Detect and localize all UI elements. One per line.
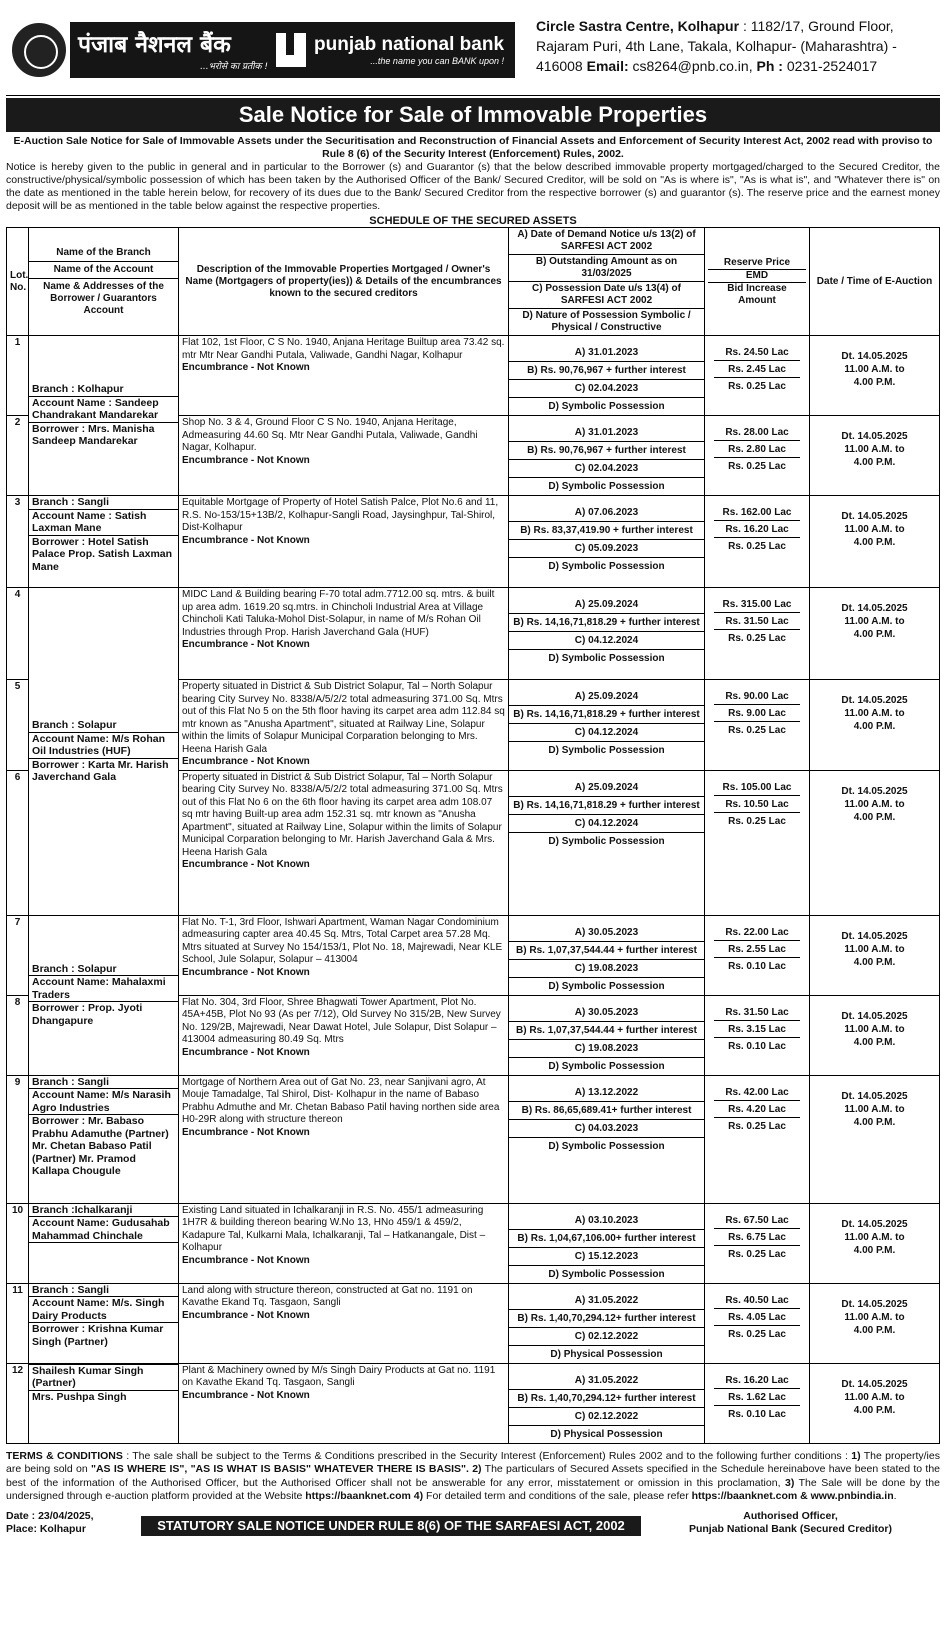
bid-increase: Rs. 0.10 Lac xyxy=(728,1040,786,1052)
price-details xyxy=(705,336,810,416)
price-details xyxy=(705,995,810,1075)
possession-date: C) 02.04.2023 xyxy=(509,380,704,398)
lot-row xyxy=(7,1203,940,1283)
encumbrance: Encumbrance - Not Known xyxy=(182,1254,310,1266)
emd-amount: Rs. 1.62 Lac xyxy=(714,1391,800,1406)
phone-number: 0231-2524017 xyxy=(782,58,878,74)
demand-notice-date: A) 13.12.2022 xyxy=(509,1084,704,1102)
possession-details xyxy=(509,496,705,588)
possession-details xyxy=(509,680,705,771)
intro-paragraph: Notice is hereby given to the public in general and in particular to the Borrower (s) and Guarantor (s) that the below described immovable property mortgaged/charged to the Secured Creditor, the constructive/physical/symbolic possession of which has been taken by the Authorised Officer of the Bank/ Secured Creditor, will be sold on "As is where is", "As is what is", and "Whatever there is" on the date as mentioned in the table herein below, for recovery of its dues due to the Bank/ Secured Creditor from the respective borrower (s) and guarantor (s). The reserve price and the earnest money deposit will be as mentioned in the table below against the respective properties. xyxy=(6,161,940,212)
bid-increase: Rs. 0.25 Lac xyxy=(728,725,786,736)
possession-details xyxy=(509,1075,705,1203)
demand-notice-date: A) 31.05.2022 xyxy=(509,1292,704,1310)
possession-date: C) 05.09.2023 xyxy=(509,540,704,558)
possession-nature: D) Symbolic Possession xyxy=(548,481,665,492)
account-name: Account Name: M/s Rohan Oil Industries (HUF) xyxy=(29,732,178,758)
bid-increase: Rs. 0.25 Lac xyxy=(728,815,786,827)
bank-logo xyxy=(70,22,515,78)
lot-row xyxy=(7,336,940,416)
demand-notice-date: A) 31.05.2022 xyxy=(509,1372,704,1390)
outstanding-amount: B) Rs. 1,07,37,544.44 + further interest xyxy=(509,942,704,960)
auction-datetime: Dt. 14.05.2025 11.00 A.M. to 4.00 P.M. xyxy=(810,915,940,995)
reserve-price: Rs. 42.00 Lac xyxy=(714,1086,800,1101)
date-place: Date : 23/04/2025, Place: Kolhapur xyxy=(6,1509,94,1535)
encumbrance: Encumbrance - Not Known xyxy=(182,756,310,767)
bid-increase: Rs. 0.25 Lac xyxy=(728,541,786,552)
lot-row xyxy=(7,1075,940,1203)
property-description: Flat 102, 1st Floor, C S No. 1940, Anjana Heritage Builtup area 73.42 sq. mtr Mtr Near Gandhi Putala, Valiwade, Gandhi Nagar, Kolhapur Encumbrance - Not Known xyxy=(179,336,509,416)
property-description: Property situated in District & Sub District Solapur, Tal – North Solapur bearing City Survey No. 8338/A/5/2/2 total admeasuring 371.00 Sq. Mtrs out of this Flat No 6 on the 6th floor having its carpet area adm 108.07 sq mtr having Built-up area adm 152.31 sq. mtr known as "Anusha Apartment", situated at Railway Line, Solapur within the limits of Solapur Municipal Corparation belonging to Mr. Harish Javerchand Gala & Mrs. Heena Harish Gala Encumbrance - Not Known xyxy=(179,770,509,915)
outstanding-amount: B) Rs. 83,37,419.90 + further interest xyxy=(509,522,704,540)
possession-date: C) 02.12.2022 xyxy=(509,1408,704,1426)
demand-notice-date: A) 07.06.2023 xyxy=(509,504,704,522)
branch-account-cell xyxy=(29,1283,179,1363)
table-header-row xyxy=(7,228,940,336)
lot-row xyxy=(7,496,940,588)
borrower-name: Borrower : Mrs. Manisha Sandeep Mandarekar xyxy=(29,422,178,448)
branch-account-cell xyxy=(29,336,179,496)
borrower-name: Mrs. Pushpa Singh xyxy=(29,1390,178,1404)
possession-nature: D) Symbolic Possession xyxy=(548,1140,665,1152)
price-details xyxy=(705,1075,810,1203)
bank-tagline-english: ...the name you can BANK upon ! xyxy=(370,55,505,66)
possession-nature: D) Symbolic Possession xyxy=(548,561,665,572)
possession-date: C) 15.12.2023 xyxy=(509,1248,704,1266)
reserve-price: Rs. 67.50 Lac xyxy=(714,1214,800,1229)
lot-number: 12 xyxy=(7,1363,29,1443)
branch-name: Branch : Sangli xyxy=(32,1075,110,1088)
property-description: MIDC Land & Building bearing F-70 total adm.7712.00 sq. mtrs. & built up area adm. 1619.20 sq.mtrs. in Chincholi Industrial Area at Village Chincholi Kati Taluka-Mohol Dist-Solapur, in name of M/s Rohan Oil Industries through Prop. Harish Javerchand Gala (HUF) Encumbrance - Not Known xyxy=(179,588,509,680)
possession-details xyxy=(509,915,705,995)
notice-footer xyxy=(6,1510,940,1536)
outstanding-amount: B) Rs. 86,65,689.41+ further interest xyxy=(509,1102,704,1120)
account-name: Account Name : Sandeep Chandrakant Mandarekar xyxy=(29,396,178,422)
encumbrance: Encumbrance - Not Known xyxy=(182,639,310,650)
lot-number: 10 xyxy=(7,1203,29,1283)
lot-number: 1 xyxy=(7,336,29,416)
property-description: Land along with structure thereon, constructed at Gat no. 1191 on Kavathe Ekand Tq. Tasgaon, Sangli Encumbrance - Not Known xyxy=(179,1283,509,1363)
demand-notice-date: A) 25.09.2024 xyxy=(509,779,704,797)
pnb-logo-mark-icon xyxy=(276,33,306,67)
emd-amount: Rs. 2.80 Lac xyxy=(714,443,800,458)
lot-number: 3 xyxy=(7,496,29,588)
possession-date: C) 04.12.2024 xyxy=(509,815,704,833)
outstanding-amount: B) Rs. 90,76,967 + further interest xyxy=(509,362,704,380)
outstanding-amount: B) Rs. 90,76,967 + further interest xyxy=(509,442,704,460)
branch-account-cell xyxy=(29,588,179,916)
encumbrance: Encumbrance - Not Known xyxy=(182,859,310,870)
possession-nature: D) Physical Possession xyxy=(550,1428,663,1440)
reserve-price: Rs. 40.50 Lac xyxy=(714,1294,800,1309)
price-details xyxy=(705,680,810,771)
demand-notice-date: A) 31.01.2023 xyxy=(509,424,704,442)
notice-title: Sale Notice for Sale of Immovable Properties xyxy=(6,98,940,132)
possession-nature: D) Symbolic Possession xyxy=(548,401,665,412)
col-auction: Date / Time of E-Auction xyxy=(810,228,940,336)
encumbrance: Encumbrance - Not Known xyxy=(182,966,310,978)
notice-header xyxy=(6,4,940,96)
possession-nature: D) Symbolic Possession xyxy=(548,1060,665,1072)
property-description: Mortgage of Northern Area out of Gat No. 23, near Sanjivani agro, At Mouje Tamadalge, Tal Shirol, Dist- Kolhapur in the name of Babaso Prabhu Admuthe and Mr. Chetan Babaso Patil having northen side area H0-29R along with structure thereon Encumbrance - Not Known xyxy=(179,1075,509,1203)
encumbrance: Encumbrance - Not Known xyxy=(182,534,310,546)
branch-account-cell xyxy=(29,915,179,1075)
statutory-banner: STATUTORY SALE NOTICE UNDER RULE 8(6) OF THE SARFAESI ACT, 2002 xyxy=(141,1516,641,1536)
emd-amount: Rs. 31.50 Lac xyxy=(714,615,800,630)
reserve-price: Rs. 28.00 Lac xyxy=(714,426,800,441)
account-name: Account Name: Mahalaxmi Traders xyxy=(29,975,178,1001)
auction-datetime: Dt. 14.05.2025 11.00 A.M. to 4.00 P.M. xyxy=(810,416,940,496)
price-details xyxy=(705,496,810,588)
lot-number: 11 xyxy=(7,1283,29,1363)
reserve-price: Rs. 315.00 Lac xyxy=(714,598,800,613)
account-name: Shailesh Kumar Singh (Partner) xyxy=(29,1364,178,1390)
auction-datetime: Dt. 14.05.2025 11.00 A.M. to 4.00 P.M. xyxy=(810,1075,940,1203)
possession-nature: D) Symbolic Possession xyxy=(548,980,665,992)
possession-nature: D) Physical Possession xyxy=(550,1348,663,1360)
price-details xyxy=(705,1283,810,1363)
baanknet-link[interactable]: https://baanknet.com xyxy=(305,1490,411,1502)
price-details xyxy=(705,915,810,995)
branch-account-cell xyxy=(29,1075,179,1203)
outstanding-amount: B) Rs. 14,16,71,818.29 + further interest xyxy=(509,706,704,724)
lots-body xyxy=(7,336,940,1444)
possession-date: C) 04.12.2024 xyxy=(509,632,704,650)
lot-number: 2 xyxy=(7,416,29,496)
auction-datetime: Dt. 14.05.2025 11.00 A.M. to 4.00 P.M. xyxy=(810,680,940,771)
borrower-name xyxy=(29,1242,178,1243)
pnb-website-link[interactable]: https://baanknet.com & www.pnbindia.in xyxy=(691,1490,894,1502)
col-dates: A) Date of Demand Notice u/s 13(2) of SARFESI ACT 2002 B) Outstanding Amount as on 31/03/2025 C) Possession Date u/s 13(4) of SARFESI ACT 2002 D) Nature of Possession Symbolic / Physical / Constructive xyxy=(509,228,705,336)
borrower-name: Borrower : Prop. Jyoti Dhangapure xyxy=(29,1001,178,1027)
email-address: cs8264@pnb.co.in, xyxy=(628,58,757,74)
demand-notice-date: A) 30.05.2023 xyxy=(509,1004,704,1022)
possession-date: C) 02.04.2023 xyxy=(509,460,704,478)
bid-increase: Rs. 0.25 Lac xyxy=(728,633,786,644)
price-details xyxy=(705,1203,810,1283)
emd-amount: Rs. 3.15 Lac xyxy=(714,1023,800,1038)
lot-row xyxy=(7,1283,940,1363)
emd-amount: Rs. 10.50 Lac xyxy=(714,798,800,813)
emd-amount: Rs. 6.75 Lac xyxy=(714,1231,800,1246)
branch-account-cell xyxy=(29,1363,179,1443)
demand-notice-date: A) 31.01.2023 xyxy=(509,344,704,362)
borrower-name: Borrower : Karta Mr. Harish Javerchand Gala xyxy=(29,758,178,784)
lot-number: 6 xyxy=(7,770,29,915)
encumbrance: Encumbrance - Not Known xyxy=(182,454,310,466)
possession-details xyxy=(509,1203,705,1283)
price-details xyxy=(705,770,810,915)
property-description: Shop No. 3 & 4, Ground Floor C S No. 1940, Anjana Heritage, Admeasuring 44.60 Sq. Mtr Near Gandhi Putala, Valiwade, Gandhi Nagar, Kolhapur. Encumbrance - Not Known xyxy=(179,416,509,496)
encumbrance: Encumbrance - Not Known xyxy=(182,362,310,373)
bid-increase: Rs. 0.25 Lac xyxy=(728,381,786,392)
possession-date: C) 04.12.2024 xyxy=(509,724,704,742)
demand-notice-date: A) 25.09.2024 xyxy=(509,688,704,706)
bank-tagline-hindi: ...भरोसे का प्रतीक ! xyxy=(200,62,268,72)
terms-and-conditions: TERMS & CONDITIONS : The sale shall be subject to the Terms & Conditions prescribed in the Security Interest (Enforcement) Rules 2002 and to the following further conditions : 1) The property/ies are being sold on "AS IS WHERE IS", "AS IS WHAT IS BASIS" WHATEVER THERE IS BASIS". 2) The particulars of Secured Assets specified in the Schedule hereinabove have been stated to the best of the information of the Authorised Officer, but the Authorised Officer shall not be answerable for any error, misstatement or omission in this proclamation, 3) The Sale will be done by the undersigned through e-auction platform provided at the Website https://baanknet.com 4) For detailed term and conditions of the sale, please refer https://baanknet.com & www.pnbindia.in. xyxy=(6,1449,941,1502)
encumbrance: Encumbrance - Not Known xyxy=(182,1046,310,1058)
auction-datetime: Dt. 14.05.2025 11.00 A.M. to 4.00 P.M. xyxy=(810,588,940,680)
possession-date: C) 02.12.2022 xyxy=(509,1328,704,1346)
possession-details xyxy=(509,1363,705,1443)
account-name: Account Name: Gudusahab Mahammad Chinchale xyxy=(29,1216,178,1242)
outstanding-amount: B) Rs. 1,40,70,294.12+ further interest xyxy=(509,1390,704,1408)
outstanding-amount: B) Rs. 1,40,70,294.12+ further interest xyxy=(509,1310,704,1328)
secured-assets-table xyxy=(6,227,940,1444)
property-description: Equitable Mortgage of Property of Hotel Satish Palce, Plot No.6 and 11, R.S. No-153/15+13B/2, Kolhapur-Sangli Road, Jaysinghpur, Tal-Shirol, Dist-Kolhapur Encumbrance - Not Known xyxy=(179,496,509,588)
lot-row xyxy=(7,915,940,995)
branch-name: Branch : Kolhapur xyxy=(32,383,124,396)
outstanding-amount: B) Rs. 14,16,71,818.29 + further interest xyxy=(509,797,704,815)
reserve-price: Rs. 31.50 Lac xyxy=(714,1006,800,1021)
possession-details xyxy=(509,995,705,1075)
bid-increase: Rs. 0.25 Lac xyxy=(728,1328,786,1340)
possession-date: C) 04.03.2023 xyxy=(509,1120,704,1138)
outstanding-amount: B) Rs. 1,07,37,544.44 + further interest xyxy=(509,1022,704,1040)
emd-amount: Rs. 4.20 Lac xyxy=(714,1103,800,1118)
lot-number: 8 xyxy=(7,995,29,1075)
price-details xyxy=(705,1363,810,1443)
auction-datetime: Dt. 14.05.2025 11.00 A.M. to 4.00 P.M. xyxy=(810,995,940,1075)
reserve-price: Rs. 22.00 Lac xyxy=(714,926,800,941)
emd-amount: Rs. 2.55 Lac xyxy=(714,943,800,958)
borrower-name: Borrower : Krishna Kumar Singh (Partner) xyxy=(29,1322,178,1348)
branch-account-cell xyxy=(29,496,179,588)
demand-notice-date: A) 25.09.2024 xyxy=(509,596,704,614)
demand-notice-date: A) 03.10.2023 xyxy=(509,1212,704,1230)
branch-name: Branch : Solapur xyxy=(32,719,117,731)
branch-name: Branch : Sangli xyxy=(32,496,110,508)
encumbrance: Encumbrance - Not Known xyxy=(182,1309,310,1321)
borrower-name: Borrower : Hotel Satish Palace Prop. Satish Laxman Mane xyxy=(29,535,178,574)
demand-notice-date: A) 30.05.2023 xyxy=(509,924,704,942)
price-details xyxy=(705,588,810,680)
branch-name: Branch : Solapur xyxy=(32,962,117,975)
intro-heading: E-Auction Sale Notice for Sale of Immovable Assets under the Securitisation and Reconstruction of Financial Assets and Enforcement of Security Interest Act, 2002 read with proviso to Rule 8 (6) of the Security Interest (Enforcement) Rules, 2002. xyxy=(13,135,933,160)
possession-details xyxy=(509,1283,705,1363)
bank-logo-area xyxy=(6,4,526,95)
borrower-name: Borrower : Mr. Babaso Prabhu Adamuthe (Partner) Mr. Chetan Babaso Patil (Partner) Mr. Pramod Kallapa Chougule xyxy=(29,1114,178,1178)
reserve-price: Rs. 90.00 Lac xyxy=(714,690,800,705)
bank-name-hindi: पंजाब नैशनल बैंक ...भरोसे का प्रतीक ! xyxy=(78,32,268,72)
reserve-price: Rs. 16.20 Lac xyxy=(714,1374,800,1389)
auction-datetime: Dt. 14.05.2025 11.00 A.M. to 4.00 P.M. xyxy=(810,1363,940,1443)
possession-details xyxy=(509,416,705,496)
outstanding-amount: B) Rs. 1,04,67,106.00+ further interest xyxy=(509,1230,704,1248)
possession-details xyxy=(509,336,705,416)
property-description: Property situated in District & Sub District Solapur, Tal – North Solapur bearing City Survey No. 8338/A/5/2/2 total admeasuring 371.00 Sq. Mtrs out of this Flat No 5 on the 5th floor having its carpet area adm 112.84 sq mtr known as "Anusha Apartment", situated at Railway Line, Solapur within the limits of Solapur Municipal Corparation belonging to Mrs. Heena Harish Gala Encumbrance - Not Known xyxy=(179,680,509,771)
branch-name: Branch : Sangli xyxy=(32,1283,110,1296)
auction-datetime: Dt. 14.05.2025 11.00 A.M. to 4.00 P.M. xyxy=(810,1203,940,1283)
col-description: Description of the Immovable Properties Mortgaged / Owner's Name (Mortgagers of property(ies)) & Details of the encumbrances known to the secured creditors xyxy=(179,228,509,336)
property-description: Existing Land situated in Ichalkaranji in R.S. No. 455/1 admeasuring 1H7R & building thereon bearing W.No 13, HNo 459/1 & 459/2, Kadapure Tal, Kulkarni Mala, Ichalkaranji, Tal – Hatkanangale, Dist – Kolhapur Encumbrance - Not Known xyxy=(179,1203,509,1283)
possession-nature: D) Symbolic Possession xyxy=(548,1268,665,1280)
encumbrance: Encumbrance - Not Known xyxy=(182,1389,310,1401)
branch-name: Branch :Ichalkaranji xyxy=(32,1203,133,1216)
reserve-price: Rs. 24.50 Lac xyxy=(714,346,800,361)
emd-amount: Rs. 2.45 Lac xyxy=(714,363,800,378)
possession-details xyxy=(509,770,705,915)
possession-details xyxy=(509,588,705,680)
account-name: Account Name : Satish Laxman Mane xyxy=(29,509,178,535)
property-description: Plant & Machinery owned by M/s Singh Dairy Products at Gat no. 1191 on Kavathe Ekand Tq. Tasgaon, Sangli Encumbrance - Not Known xyxy=(179,1363,509,1443)
col-price: Reserve Price EMD Bid Increase Amount xyxy=(705,228,810,336)
auction-datetime: Dt. 14.05.2025 11.00 A.M. to 4.00 P.M. xyxy=(810,336,940,416)
circle-office-address: Circle Sastra Centre, Kolhapur : 1182/17, Ground Floor, Rajaram Puri, 4th Lane, Takala, Kolhapur- (Maharashtra) - 416008 Email: cs8264@pnb.co.in, Ph : 0231-2524017 xyxy=(536,18,897,74)
account-name: Account Name: M/s Narasih Agro Industries xyxy=(29,1088,178,1114)
col-branch: Name of the Branch Name of the Account Name & Addresses of the Borrower / Guarantors Account xyxy=(29,228,179,336)
col-lot: Lot. No. xyxy=(7,228,29,336)
possession-nature: D) Symbolic Possession xyxy=(548,653,665,664)
property-description: Flat No. T-1, 3rd Floor, Ishwari Apartment, Waman Nagar Condominium admeasuring capter area 40.45 Sq. Mtrs, Total Carpet area 57.28 Mq. Mtrs situated at Survey No 154/153/1, Plot No. 18, Majrewadi, Near KLE School, Jule Solapur, Solapur – 413004 Encumbrance - Not Known xyxy=(179,915,509,995)
bank-name-english: punjab national bank ...the name you can BANK upon ! xyxy=(314,33,505,66)
auction-datetime: Dt. 14.05.2025 11.00 A.M. to 4.00 P.M. xyxy=(810,770,940,915)
reserve-price: Rs. 105.00 Lac xyxy=(714,781,800,796)
lot-row xyxy=(7,588,940,680)
emd-amount: Rs. 9.00 Lac xyxy=(714,707,800,722)
bid-increase: Rs. 0.25 Lac xyxy=(728,461,786,472)
possession-nature: D) Symbolic Possession xyxy=(548,835,665,847)
lot-number: 9 xyxy=(7,1075,29,1203)
bid-increase: Rs. 0.10 Lac xyxy=(728,960,786,972)
property-description: Flat No. 304, 3rd Floor, Shree Bhagwati Tower Apartment, Plot No. 45A+45B, Plot No 93 (As per 7/12), Old Survey No 315/2B, New Survey No. 129/2B, Majrewadi, Near Dawat Hotel, Jule Solapur, Dist Solapur – 413004 admeasuring 80.49 Sq. Mtrs Encumbrance - Not Known xyxy=(179,995,509,1075)
bid-increase: Rs. 0.25 Lac xyxy=(728,1248,786,1260)
authorised-officer: Authorised Officer, Punjab National Bank (Secured Creditor) xyxy=(688,1509,893,1535)
auction-datetime: Dt. 14.05.2025 11.00 A.M. to 4.00 P.M. xyxy=(810,1283,940,1363)
lot-number: 7 xyxy=(7,915,29,995)
possession-date: C) 19.08.2023 xyxy=(509,960,704,978)
account-name: Account Name: M/s. Singh Dairy Products xyxy=(29,1296,178,1322)
encumbrance: Encumbrance - Not Known xyxy=(182,1126,310,1138)
emd-amount: Rs. 16.20 Lac xyxy=(714,523,800,538)
lot-number: 5 xyxy=(7,680,29,771)
lot-number: 4 xyxy=(7,588,29,680)
reserve-price: Rs. 162.00 Lac xyxy=(714,506,800,521)
lot-row xyxy=(7,1363,940,1443)
branch-account-cell xyxy=(29,1203,179,1283)
bid-increase: Rs. 0.10 Lac xyxy=(728,1408,786,1420)
pnb-seal-icon xyxy=(12,23,66,77)
outstanding-amount: B) Rs. 14,16,71,818.29 + further interest xyxy=(509,614,704,632)
schedule-title: SCHEDULE OF THE SECURED ASSETS xyxy=(369,215,577,227)
possession-date: C) 19.08.2023 xyxy=(509,1040,704,1058)
possession-nature: D) Symbolic Possession xyxy=(548,745,665,756)
auction-datetime: Dt. 14.05.2025 11.00 A.M. to 4.00 P.M. xyxy=(810,496,940,588)
emd-amount: Rs. 4.05 Lac xyxy=(714,1311,800,1326)
price-details xyxy=(705,416,810,496)
bid-increase: Rs. 0.25 Lac xyxy=(728,1120,786,1132)
